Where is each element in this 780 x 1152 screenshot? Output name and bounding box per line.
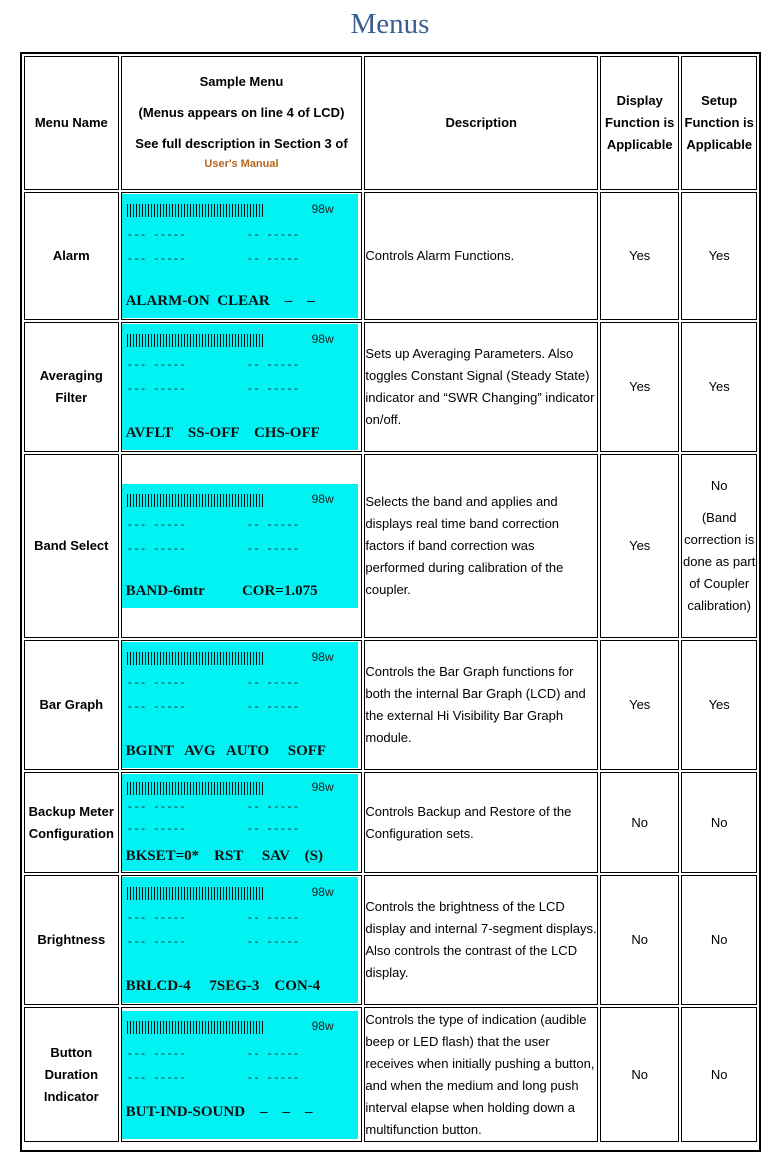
- lcd-line4: BKSET=0* RST SAV (S): [125, 848, 323, 864]
- lcd-display: [122, 484, 358, 608]
- lcd-line4: BAND-6mtr COR=1.075: [125, 583, 318, 599]
- header-sample-note: (Menus appears on line 4 of LCD): [138, 105, 345, 120]
- lcd-watts: 98w: [311, 885, 334, 899]
- lcd-line4: BRLCD-4 7SEG-3 CON-4: [125, 978, 321, 994]
- menu-description: Controls Backup and Restore of the Configuration sets.: [364, 772, 598, 873]
- lcd-line3-right: -- -----: [246, 937, 300, 949]
- table-row: [24, 1007, 757, 1142]
- setup-applicable-note: (Band correction is done as part of Coupler calibration): [683, 510, 756, 613]
- header-sample-ref: See full description in Section 3 of: [135, 136, 348, 151]
- display-applicable: Yes: [600, 640, 679, 770]
- setup-applicable: No: [681, 1007, 757, 1142]
- lcd-line2-right: -- -----: [246, 360, 300, 372]
- lcd-watts: 98w: [311, 492, 334, 506]
- menu-description: Controls the Bar Graph functions for both the internal Bar Graph (LCD) and the external Hi Visibility Bar Graph module.: [364, 640, 598, 770]
- lcd-line3-right: -- -----: [246, 702, 300, 714]
- sample-menu-cell: [121, 772, 363, 873]
- lcd-line4: AVFLT SS-OFF CHS-OFF: [125, 425, 320, 441]
- menu-name: Alarm: [24, 192, 119, 320]
- lcd-display: [122, 877, 358, 1003]
- lcd-line2-left: --- -----: [126, 1048, 187, 1061]
- setup-applicable-value: No: [710, 478, 728, 493]
- sample-menu-cell: [121, 875, 363, 1005]
- header-menu-name: Menu Name: [24, 56, 119, 190]
- lcd-line2-left: --- -----: [126, 520, 187, 532]
- lcd-line3-left: --- -----: [126, 702, 187, 714]
- menus-table-frame: [20, 52, 761, 1152]
- lcd-line2-left: --- -----: [126, 360, 187, 372]
- lcd-line2-right: -- -----: [246, 230, 300, 242]
- display-applicable: No: [600, 875, 679, 1005]
- menu-name: Averaging Filter: [24, 322, 119, 452]
- lcd-bar-graph: [127, 652, 265, 665]
- sample-menu-cell: [121, 192, 363, 320]
- table-row: [24, 772, 757, 873]
- lcd-display: [122, 324, 358, 450]
- lcd-line3-right: -- -----: [246, 384, 300, 396]
- table-row: [24, 192, 757, 320]
- lcd-line3-left: --- -----: [126, 1072, 187, 1085]
- menu-name: Brightness: [24, 875, 119, 1005]
- setup-applicable: Yes: [681, 192, 757, 320]
- lcd-line2-left: --- -----: [126, 802, 187, 814]
- display-applicable: Yes: [600, 192, 679, 320]
- lcd-line2-right: -- -----: [246, 802, 300, 814]
- lcd-line2-right: -- -----: [246, 678, 300, 690]
- lcd-line3-right: -- -----: [246, 544, 300, 556]
- display-applicable: No: [600, 772, 679, 873]
- sample-menu-cell: [121, 454, 363, 638]
- menu-name: Backup Meter Configuration: [24, 772, 119, 873]
- lcd-display: [122, 774, 358, 871]
- lcd-line3-left: --- -----: [126, 384, 187, 396]
- header-row: [24, 56, 757, 190]
- display-applicable: No: [600, 1007, 679, 1142]
- menu-description: Controls Alarm Functions.: [364, 192, 598, 320]
- menu-description: Selects the band and applies and displays real time band correction factors if band correction was performed during calibration of the coupler.: [364, 454, 598, 638]
- lcd-line2-right: -- -----: [246, 1048, 300, 1061]
- display-applicable: Yes: [600, 322, 679, 452]
- sample-menu-cell: [121, 640, 363, 770]
- lcd-line3-left: --- -----: [126, 254, 187, 266]
- setup-applicable: Yes: [681, 322, 757, 452]
- page-title: Menus: [350, 8, 430, 40]
- lcd-line4: ALARM-ON CLEAR – –: [125, 293, 315, 309]
- lcd-line2-left: --- -----: [126, 678, 187, 690]
- lcd-bar-graph: [127, 887, 265, 900]
- display-applicable: Yes: [600, 454, 679, 638]
- table-row: [24, 454, 757, 638]
- menu-name: Bar Graph: [24, 640, 119, 770]
- lcd-line3-left: --- -----: [126, 937, 187, 949]
- lcd-bar-graph: [127, 334, 265, 347]
- lcd-bar-graph: [127, 494, 265, 507]
- lcd-watts: 98w: [311, 780, 334, 794]
- lcd-line2-left: --- -----: [126, 913, 187, 925]
- lcd-line3-left: --- -----: [126, 824, 187, 836]
- header-sample-title: Sample Menu: [199, 74, 284, 89]
- header-setup-function: Setup Function is Applicable: [681, 56, 757, 190]
- menus-table: [22, 54, 759, 1144]
- menu-description: Sets up Averaging Parameters. Also toggles Constant Signal (Steady State) indicator and “SWR Changing” indicator on/off.: [364, 322, 598, 452]
- lcd-line2-right: -- -----: [246, 520, 300, 532]
- lcd-line3-right: -- -----: [246, 824, 300, 836]
- lcd-line4: BGINT AVG AUTO SOFF: [125, 743, 327, 759]
- lcd-bar-graph: [127, 1021, 265, 1034]
- menu-description: Controls the type of indication (audible beep or LED flash) that the user receives when initially pushing a button, and when the medium and long push interval elapse when holding down a multifunction button.: [364, 1007, 598, 1142]
- header-sample-menu: [121, 56, 363, 190]
- users-manual-link[interactable]: User's Manual: [204, 158, 279, 170]
- lcd-display: [122, 194, 358, 318]
- lcd-line4: BUT-IND-SOUND – – –: [125, 1103, 313, 1120]
- lcd-display: [122, 1011, 358, 1139]
- lcd-bar-graph: [127, 204, 265, 217]
- lcd-line2-right: -- -----: [246, 913, 300, 925]
- lcd-line2-left: --- -----: [126, 230, 187, 242]
- setup-applicable: Yes: [681, 640, 757, 770]
- table-row: [24, 875, 757, 1005]
- lcd-display: [122, 642, 358, 768]
- lcd-watts: 98w: [311, 202, 334, 216]
- setup-applicable: No: [681, 772, 757, 873]
- menu-description: Controls the brightness of the LCD display and internal 7-segment displays. Also controls the contrast of the LCD display.: [364, 875, 598, 1005]
- lcd-watts: 98w: [311, 332, 334, 346]
- setup-applicable: No: [681, 875, 757, 1005]
- header-description: Description: [364, 56, 598, 190]
- header-display-function: Display Function is Applicable: [600, 56, 679, 190]
- sample-menu-cell: [121, 322, 363, 452]
- lcd-line3-right: -- -----: [246, 254, 300, 266]
- sample-menu-cell: [121, 1007, 363, 1142]
- table-row: [24, 640, 757, 770]
- lcd-watts: 98w: [311, 1018, 334, 1033]
- table-row: [24, 322, 757, 452]
- lcd-line3-left: --- -----: [126, 544, 187, 556]
- lcd-line3-right: -- -----: [246, 1072, 300, 1085]
- lcd-bar-graph: [127, 782, 265, 795]
- menu-name: Band Select: [24, 454, 119, 638]
- menu-name: Button Duration Indicator: [24, 1007, 119, 1142]
- setup-applicable: [681, 454, 757, 638]
- lcd-watts: 98w: [311, 650, 334, 664]
